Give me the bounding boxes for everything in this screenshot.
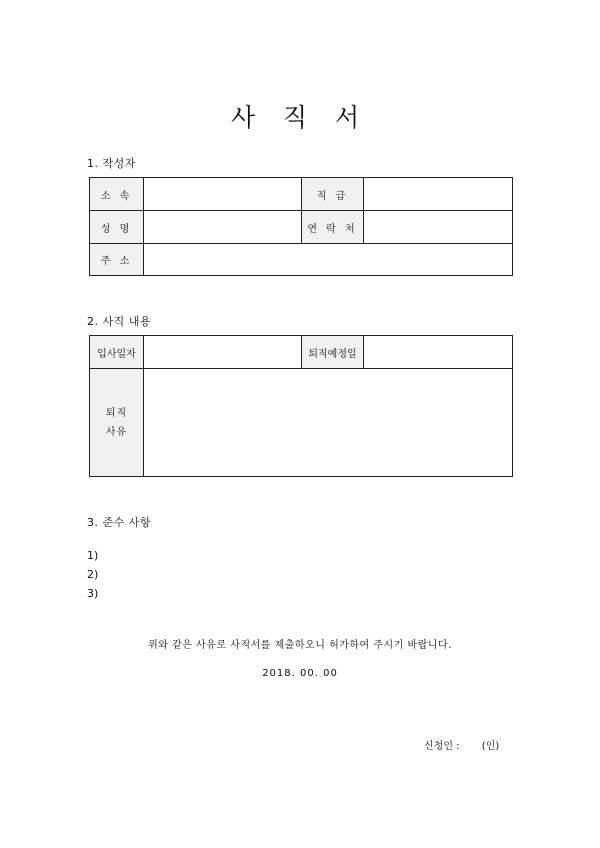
name-field[interactable] bbox=[144, 211, 302, 244]
name-label: 성 명 bbox=[90, 211, 144, 244]
join-date-label: 입사일자 bbox=[90, 336, 144, 369]
reason-label-line2: 사유 bbox=[105, 426, 128, 438]
section-heading-compliance: 3. 준수 사항 bbox=[87, 516, 151, 529]
reason-label bbox=[90, 369, 144, 477]
compliance-item-1: 1) bbox=[87, 549, 99, 562]
signer-line bbox=[424, 737, 499, 752]
rank-label: 직 급 bbox=[302, 178, 364, 211]
rank-field[interactable] bbox=[364, 178, 513, 211]
join-date-field[interactable] bbox=[144, 336, 302, 369]
affiliation-field[interactable] bbox=[144, 178, 302, 211]
compliance-item-2: 2) bbox=[87, 568, 99, 581]
section-heading-resignation: 2. 사직 내용 bbox=[87, 315, 151, 328]
contact-field[interactable] bbox=[364, 211, 513, 244]
section-heading-author: 1. 작성자 bbox=[87, 157, 136, 170]
address-field[interactable] bbox=[144, 244, 513, 276]
compliance-item-3: 3) bbox=[87, 587, 99, 600]
seal-mark: (인) bbox=[481, 741, 500, 752]
signer-label: 신청인 : bbox=[424, 741, 460, 752]
reason-field[interactable] bbox=[144, 369, 513, 477]
declaration-text: 위와 같은 사유로 사직서를 제출하오니 허가하여 주시기 바랍니다. bbox=[148, 640, 452, 651]
contact-label: 연 락 처 bbox=[302, 211, 364, 244]
affiliation-label: 소 속 bbox=[90, 178, 144, 211]
author-table bbox=[89, 177, 513, 276]
leave-date-field[interactable] bbox=[364, 336, 513, 369]
resignation-table bbox=[89, 335, 513, 477]
leave-date-label: 퇴직예정일 bbox=[302, 336, 364, 369]
compliance-list bbox=[87, 546, 98, 603]
reason-label-line1: 퇴직 bbox=[105, 407, 128, 419]
submission-date: 2018. 00. 00 bbox=[262, 668, 338, 679]
document-title: 사 직 서 bbox=[230, 103, 370, 132]
address-label: 주 소 bbox=[90, 244, 144, 276]
